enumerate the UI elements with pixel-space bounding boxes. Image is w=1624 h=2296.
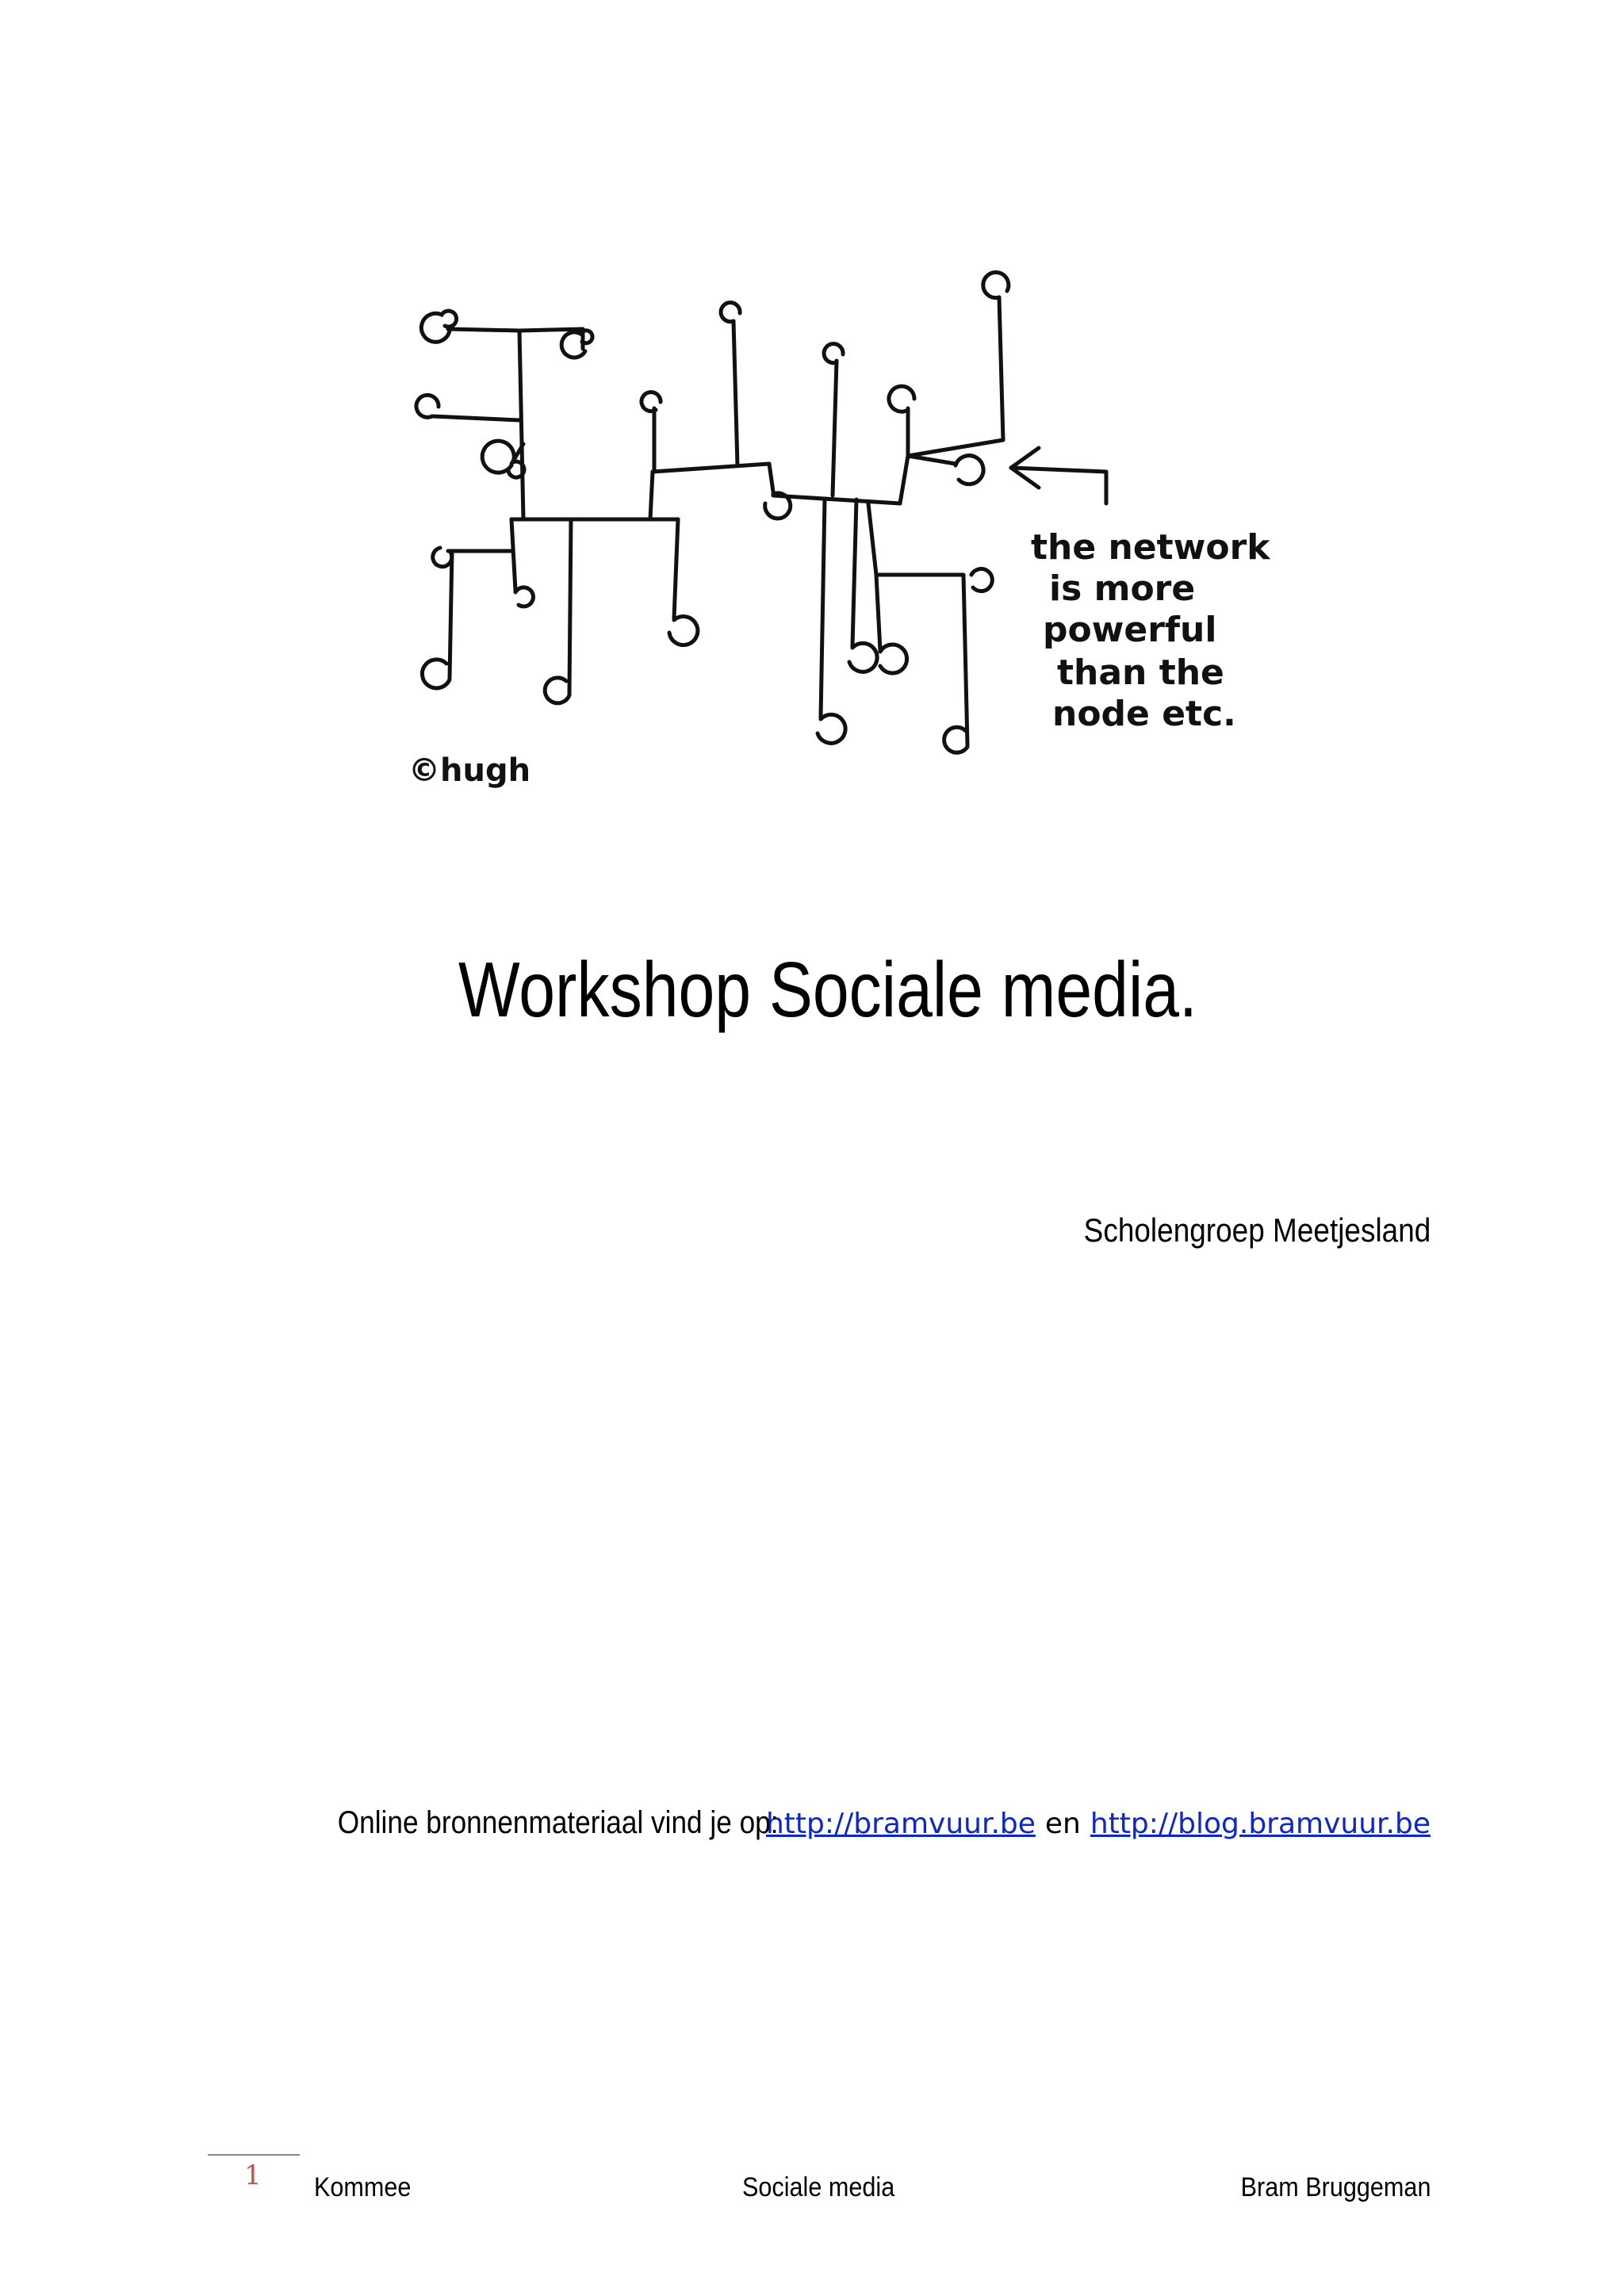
- footer-left: Kommee: [314, 2172, 412, 2202]
- sources-label: Online bronnenmateriaal vind je op:: [338, 1805, 779, 1840]
- sources-conjunction: en: [1044, 1808, 1081, 1840]
- network-drawing: [400, 274, 1270, 797]
- page-number: 1: [244, 2160, 262, 2191]
- blog-bramvuur-link[interactable]: http://blog.bramvuur.be: [1090, 1808, 1431, 1840]
- network-illustration: [400, 274, 1270, 797]
- caption-line-3: powerful: [1043, 610, 1217, 650]
- caption-line-1: the network: [1031, 527, 1270, 568]
- caption-line-2: is more: [1049, 568, 1196, 609]
- document-title: Workshop Sociale media.: [458, 946, 1197, 1033]
- sources-line: [278, 1805, 1431, 1841]
- illustration-signature: ©hugh: [408, 752, 531, 789]
- caption-line-5: node etc.: [1052, 694, 1236, 734]
- footer-right: Bram Bruggeman: [1240, 2172, 1431, 2202]
- caption-line-4: than the: [1057, 652, 1224, 693]
- footer-rule: [208, 2154, 300, 2156]
- bramvuur-link[interactable]: http://bramvuur.be: [765, 1808, 1036, 1840]
- organization-name: Scholengroep Meetjesland: [1083, 1211, 1431, 1249]
- footer-center: Sociale media: [742, 2172, 895, 2202]
